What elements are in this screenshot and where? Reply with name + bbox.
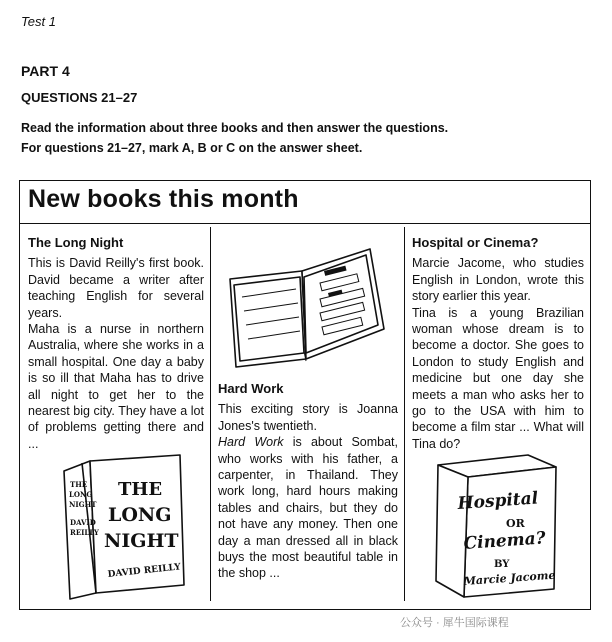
hospital-or-cinema-book-icon	[428, 451, 566, 601]
long-night-cover-author: DAVID REILLY	[107, 562, 182, 580]
book-title-hard-work: Hard Work	[218, 381, 284, 396]
long-night-cover-line-1: THE	[118, 479, 163, 500]
long-night-book-icon	[60, 453, 192, 603]
book-summary-hospital-or-cinema: Tina is a young Brazilian woman whose dream is to become a doctor. She goes to London to study English and medicine but one day she meets a man who asks her to go to the USA with him to become a film star ... What will Tina do?	[412, 305, 584, 451]
long-night-cover-line-3: NIGHT	[104, 530, 179, 552]
hospital-cover-line-1: Hospital	[456, 488, 539, 514]
test-label: Test 1	[21, 14, 56, 29]
book-column-hard-work	[218, 381, 398, 582]
book-intro-hospital-or-cinema: Marcie Jacome, who studies English in London, wrote this story earlier this year.	[412, 256, 584, 304]
long-night-spine-line-3: NIGHT	[69, 500, 97, 509]
book-title-hospital-or-cinema: Hospital or Cinema?	[412, 235, 539, 250]
book-column-hospital-or-cinema	[412, 235, 584, 452]
book-summary-hard-work-text: is about Sombat, who works with his father, a carpenter, in Thailand. They work long, hard hours making tables and chairs, but they do not have any money. Then one day a man dressed all in black buys the most beautiful table in the shop ...	[218, 435, 399, 581]
book-column-long-night	[28, 235, 204, 452]
instruction-line-1: Read the information about three books and then answer the questions.	[21, 121, 449, 135]
book-intro-hard-work: This exciting story is Joanna Jones's twentieth.	[218, 402, 398, 433]
open-book-icon	[220, 241, 392, 376]
book-summary-hard-work-title: Hard Work	[218, 435, 284, 450]
long-night-spine-line-4: DAVID	[70, 518, 96, 527]
column-divider-right	[404, 227, 405, 601]
book-title-long-night: The Long Night	[28, 235, 124, 250]
hospital-cover-line-3: Cinema?	[462, 528, 547, 554]
watermark-text: 公众号 · 犀牛国际课程	[400, 617, 509, 629]
questions-heading: QUESTIONS 21–27	[21, 90, 138, 105]
long-night-spine-line-1: THE	[70, 480, 88, 489]
book-summary-long-night: Maha is a nurse in northern Australia, where she works in a small hospital. One day a baby is so ill that Maha has to drive all night to get her to the nearest big city. They have a lot of problems getting there and ...	[28, 322, 204, 451]
long-night-spine-line-5: REILLY	[70, 528, 99, 537]
instruction-line-2: For questions 21–27, mark A, B or C on the answer sheet.	[21, 141, 363, 155]
panel-title: New books this month	[28, 185, 299, 213]
book-summary-hard-work	[218, 434, 398, 582]
hospital-cover-line-2: OR	[506, 517, 525, 530]
hospital-cover-line-5: Marcie Jacome	[463, 568, 556, 588]
long-night-spine-line-2: LONG	[69, 490, 93, 499]
column-divider-left	[210, 227, 211, 601]
part-heading: PART 4	[21, 63, 70, 79]
hospital-cover-line-4: BY	[494, 559, 510, 570]
title-divider	[20, 223, 590, 224]
long-night-cover-line-2: LONG	[108, 504, 172, 526]
books-panel	[19, 180, 591, 610]
book-intro-long-night: This is David Reilly's first book. David became a writer after teaching English for several years.	[28, 256, 204, 320]
